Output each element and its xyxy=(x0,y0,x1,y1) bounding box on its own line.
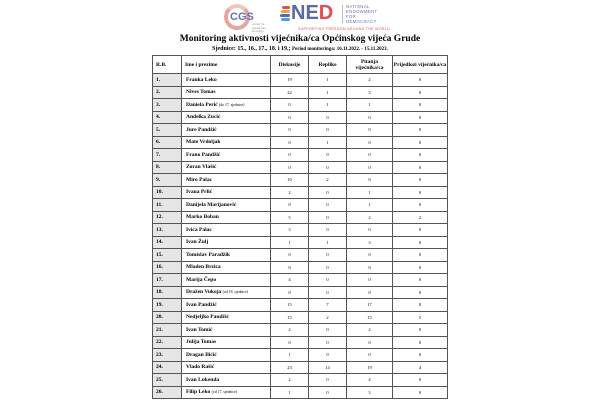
member-name-text: Ivan Tomić xyxy=(186,326,213,333)
row-number: 6. xyxy=(153,136,182,149)
member-name xyxy=(182,236,271,249)
table-header-row xyxy=(153,56,448,74)
proposals-value: 0 xyxy=(393,324,448,337)
questions-value: 0 xyxy=(347,274,393,287)
member-name xyxy=(182,386,271,399)
replies-value: 0 xyxy=(309,386,347,399)
ned-name-line: ENDOWMENT xyxy=(346,9,378,14)
discussions-value: 0 xyxy=(271,249,309,262)
member-name-text: Franka Leko xyxy=(186,76,217,83)
replies-value: 1 xyxy=(309,136,347,149)
row-number: 7. xyxy=(153,149,182,162)
discussions-value: 5 xyxy=(271,211,309,224)
discussions-value: 0 xyxy=(271,261,309,274)
member-name xyxy=(182,336,271,349)
discussions-value: 19 xyxy=(271,74,309,87)
replies-value: 0 xyxy=(309,249,347,262)
questions-value: 0 xyxy=(347,349,393,362)
proposals-value: 0 xyxy=(393,249,448,262)
ned-name-line: DEMOCRACY xyxy=(346,19,377,24)
replies-value: 1 xyxy=(309,99,347,112)
discussions-value: 3 xyxy=(271,224,309,237)
member-name-text: Filip Leko xyxy=(186,389,211,396)
ned-logo-d: D xyxy=(318,2,334,24)
ned-name-line: FOR xyxy=(346,14,356,19)
row-number: 3. xyxy=(153,99,182,112)
row-number: 4. xyxy=(153,111,182,124)
table-row xyxy=(153,349,448,362)
proposals-value: 4 xyxy=(393,361,448,374)
questions-value: 0 xyxy=(347,136,393,149)
member-name xyxy=(182,374,271,387)
table-row xyxy=(153,199,448,212)
ned-stripes-icon xyxy=(280,6,290,24)
cgs-logo-subtext: centar za građansku suradnju xyxy=(252,22,267,33)
member-note: (od 18. sjednice) xyxy=(222,290,249,295)
replies-value: 0 xyxy=(309,161,347,174)
member-name xyxy=(182,224,271,237)
member-name-text: Nives Tomas xyxy=(186,89,216,96)
replies-value: 0 xyxy=(309,286,347,299)
member-name-text: Danijela Marijanović xyxy=(186,201,237,208)
member-name-text: Jure Pandžić xyxy=(186,126,217,133)
member-name xyxy=(182,74,271,87)
member-name xyxy=(182,299,271,312)
questions-value: 0 xyxy=(347,161,393,174)
table-row xyxy=(153,286,448,299)
ned-name-line: NATIONAL xyxy=(346,4,370,9)
questions-value: 0 xyxy=(347,111,393,124)
questions-value: 0 xyxy=(347,149,393,162)
row-number: 13. xyxy=(153,224,182,237)
table-row xyxy=(153,274,448,287)
questions-value: 19 xyxy=(347,361,393,374)
member-name-text: Vlado Rašić xyxy=(186,364,215,371)
document-subtitle xyxy=(0,45,600,54)
table-row xyxy=(153,224,448,237)
row-number: 16. xyxy=(153,261,182,274)
proposals-value: 0 xyxy=(393,86,448,99)
header-proposals: Prijedlozi vijećnika/ca xyxy=(393,56,448,74)
proposals-value: 8 xyxy=(393,299,448,312)
member-name xyxy=(182,249,271,262)
table-row xyxy=(153,74,448,87)
member-name xyxy=(182,274,271,287)
member-name xyxy=(182,349,271,362)
discussions-value: 1 xyxy=(271,236,309,249)
replies-value: 2 xyxy=(309,311,347,324)
row-number: 21. xyxy=(153,324,182,337)
discussions-value: 0 xyxy=(271,149,309,162)
member-name xyxy=(182,149,271,162)
questions-value: 3 xyxy=(347,386,393,399)
member-name xyxy=(182,211,271,224)
document-title: Monitoring aktivnosti vijećnika/ca Općinskog vijeća Grude xyxy=(179,34,421,44)
replies-value: 0 xyxy=(309,111,347,124)
cgs-logo xyxy=(222,3,274,34)
replies-value: 0 xyxy=(309,199,347,212)
table-row xyxy=(153,249,448,262)
proposals-value: 0 xyxy=(393,386,448,399)
row-number: 10. xyxy=(153,186,182,199)
table-row xyxy=(153,136,448,149)
row-number: 9. xyxy=(153,174,182,187)
table-row xyxy=(153,374,448,387)
proposals-value: 0 xyxy=(393,274,448,287)
proposals-value: 0 xyxy=(393,99,448,112)
questions-value: 0 xyxy=(347,261,393,274)
member-name-text: Ivan Lukenda xyxy=(186,376,220,383)
proposals-value: 0 xyxy=(393,186,448,199)
table-row xyxy=(153,361,448,374)
replies-value: 0 xyxy=(309,211,347,224)
table-row xyxy=(153,99,448,112)
row-number: 22. xyxy=(153,336,182,349)
questions-value: 0 xyxy=(347,174,393,187)
table-row xyxy=(153,311,448,324)
replies-value: 0 xyxy=(309,261,347,274)
proposals-value: 0 xyxy=(393,111,448,124)
proposals-value: 0 xyxy=(393,199,448,212)
table-row xyxy=(153,386,448,399)
discussions-value: 0 xyxy=(271,199,309,212)
header-discussions: Diskusije xyxy=(271,56,309,74)
table-row xyxy=(153,174,448,187)
member-name-text: Anđelka Zucić xyxy=(186,114,221,121)
table-row xyxy=(153,299,448,312)
table-row xyxy=(153,186,448,199)
questions-value: 1 xyxy=(347,99,393,112)
row-number: 23. xyxy=(153,349,182,362)
replies-value: 0 xyxy=(309,274,347,287)
member-name-text: Julija Tomas xyxy=(186,339,217,346)
table-row xyxy=(153,124,448,137)
replies-value: 0 xyxy=(309,149,347,162)
sessions-label: Sjednice: 15., 16., 17., 18. i 19.; xyxy=(212,46,291,52)
cgs-logo-text: CGS xyxy=(230,11,254,23)
member-name-text: Frano Pandžić xyxy=(186,151,221,158)
member-name-text: Marko Boban xyxy=(186,214,219,221)
header-replies: Replike xyxy=(309,56,347,74)
member-name-text: Ivan Pandžić xyxy=(186,301,217,308)
replies-value: 0 xyxy=(309,349,347,362)
replies-value: 14 xyxy=(309,361,347,374)
header-questions: Pitanja vijećnika/ca xyxy=(347,56,393,74)
member-name-text: Ivica Palac xyxy=(186,226,212,233)
discussions-value: 2 xyxy=(271,324,309,337)
questions-value: 0 xyxy=(347,124,393,137)
questions-value: 0 xyxy=(347,224,393,237)
discussions-value: 0 xyxy=(271,124,309,137)
header-rb: R.B. xyxy=(153,56,182,74)
replies-value: 0 xyxy=(309,374,347,387)
member-name-text: Nedjeljko Pandžić xyxy=(186,314,229,321)
discussions-value: 2 xyxy=(271,374,309,387)
replies-value: 1 xyxy=(309,86,347,99)
questions-value: 0 xyxy=(347,249,393,262)
questions-value: 2 xyxy=(347,211,393,224)
discussions-value: 2 xyxy=(271,186,309,199)
discussions-value: 1 xyxy=(271,349,309,362)
discussions-value: 10 xyxy=(271,174,309,187)
discussions-value: 15 xyxy=(271,311,309,324)
member-name-text: Ivana Prlić xyxy=(186,189,213,196)
member-name xyxy=(182,324,271,337)
discussions-value: 22 xyxy=(271,86,309,99)
member-name xyxy=(182,186,271,199)
replies-value: 0 xyxy=(309,124,347,137)
ned-logo-name xyxy=(346,4,408,24)
member-name xyxy=(182,86,271,99)
replies-value: 1 xyxy=(309,236,347,249)
period-label: Period monitoringa: 16.11.2022. - 15.11.2023. xyxy=(291,47,388,52)
row-number: 8. xyxy=(153,161,182,174)
discussions-value: 0 xyxy=(271,111,309,124)
discussions-value: 4 xyxy=(271,274,309,287)
questions-value: 3 xyxy=(347,236,393,249)
table-row xyxy=(153,336,448,349)
discussions-value: 23 xyxy=(271,361,309,374)
member-name-text: Marija Čepo xyxy=(186,276,217,283)
member-name-text: Zoran Vlašić xyxy=(186,164,217,171)
table-row xyxy=(153,211,448,224)
member-name xyxy=(182,111,271,124)
header-name: Ime i prezime xyxy=(182,56,271,74)
table-row xyxy=(153,86,448,99)
proposals-value: 0 xyxy=(393,236,448,249)
proposals-value: 0 xyxy=(393,174,448,187)
ned-tagline: SUPPORTING FREEDOM AROUND THE WORLD xyxy=(297,27,391,31)
row-number: 11. xyxy=(153,199,182,212)
questions-value: 0 xyxy=(347,336,393,349)
row-number: 12. xyxy=(153,211,182,224)
member-name-text: Miro Palac xyxy=(186,176,213,183)
member-name xyxy=(182,161,271,174)
member-note: (do 17. sjednice) xyxy=(219,102,245,107)
table-row xyxy=(153,161,448,174)
proposals-value: 0 xyxy=(393,261,448,274)
questions-value: 15 xyxy=(347,311,393,324)
table-body xyxy=(153,74,448,399)
proposals-value: 0 xyxy=(393,336,448,349)
proposals-value: 0 xyxy=(393,286,448,299)
proposals-value: 0 xyxy=(393,149,448,162)
member-name-text: Mate Vrdoljak xyxy=(186,139,221,146)
member-name xyxy=(182,361,271,374)
discussions-value: 0 xyxy=(271,161,309,174)
member-name-text: Dražen Vukoja xyxy=(186,289,222,296)
discussions-value: 15 xyxy=(271,299,309,312)
row-number: 17. xyxy=(153,274,182,287)
member-name xyxy=(182,199,271,212)
member-name-text: Tomislav Paradžik xyxy=(186,251,230,258)
row-number: 26. xyxy=(153,386,182,399)
table-row xyxy=(153,236,448,249)
questions-value: 2 xyxy=(347,74,393,87)
replies-value: 7 xyxy=(309,299,347,312)
replies-value: 0 xyxy=(309,336,347,349)
replies-value: 0 xyxy=(309,224,347,237)
discussions-value: 0 xyxy=(271,286,309,299)
replies-value: 0 xyxy=(309,186,347,199)
questions-value: 17 xyxy=(347,299,393,312)
proposals-value: 2 xyxy=(393,211,448,224)
row-number: 5. xyxy=(153,124,182,137)
proposals-value: 0 xyxy=(393,224,448,237)
row-number: 2. xyxy=(153,86,182,99)
proposals-value: 5 xyxy=(393,311,448,324)
member-name-text: Ivan Žulj xyxy=(186,239,209,246)
table-row xyxy=(153,261,448,274)
row-number: 14. xyxy=(153,236,182,249)
member-name-text: Dragan Ilićić xyxy=(186,351,217,358)
ned-logo xyxy=(280,2,410,35)
questions-value: 2 xyxy=(347,324,393,337)
row-number: 18. xyxy=(153,286,182,299)
questions-value: 3 xyxy=(347,86,393,99)
proposals-value: 0 xyxy=(393,124,448,137)
row-number: 25. xyxy=(153,374,182,387)
row-number: 19. xyxy=(153,299,182,312)
table-row xyxy=(153,111,448,124)
member-name xyxy=(182,174,271,187)
replies-value: 0 xyxy=(309,324,347,337)
member-name-text: Daniela Perić xyxy=(186,101,218,108)
member-name-text: Mladen Brzica xyxy=(186,264,221,271)
proposals-value: 0 xyxy=(393,374,448,387)
discussions-value: 1 xyxy=(271,386,309,399)
questions-value: 0 xyxy=(347,286,393,299)
ned-logo-ne: NE xyxy=(291,2,319,24)
member-name xyxy=(182,99,271,112)
member-name xyxy=(182,136,271,149)
table-row xyxy=(153,149,448,162)
proposals-value: 0 xyxy=(393,161,448,174)
replies-value: 1 xyxy=(309,74,347,87)
ned-logo-separator xyxy=(342,5,343,23)
discussions-value: 0 xyxy=(271,336,309,349)
proposals-value: 0 xyxy=(393,136,448,149)
proposals-value: 0 xyxy=(393,74,448,87)
member-name xyxy=(182,124,271,137)
table-row xyxy=(153,324,448,337)
questions-value: 1 xyxy=(347,199,393,212)
discussions-value: 0 xyxy=(271,136,309,149)
activity-table xyxy=(152,55,448,399)
member-name xyxy=(182,261,271,274)
row-number: 15. xyxy=(153,249,182,262)
member-name xyxy=(182,286,271,299)
discussions-value: 0 xyxy=(271,99,309,112)
logos-header xyxy=(0,2,600,35)
questions-value: 4 xyxy=(347,374,393,387)
ned-logo-word xyxy=(291,2,339,24)
replies-value: 2 xyxy=(309,174,347,187)
row-number: 1. xyxy=(153,74,182,87)
row-number: 24. xyxy=(153,361,182,374)
member-note: (od 17. sjednice) xyxy=(211,390,238,395)
row-number: 20. xyxy=(153,311,182,324)
questions-value: 1 xyxy=(347,186,393,199)
member-name xyxy=(182,311,271,324)
proposals-value: 0 xyxy=(393,349,448,362)
